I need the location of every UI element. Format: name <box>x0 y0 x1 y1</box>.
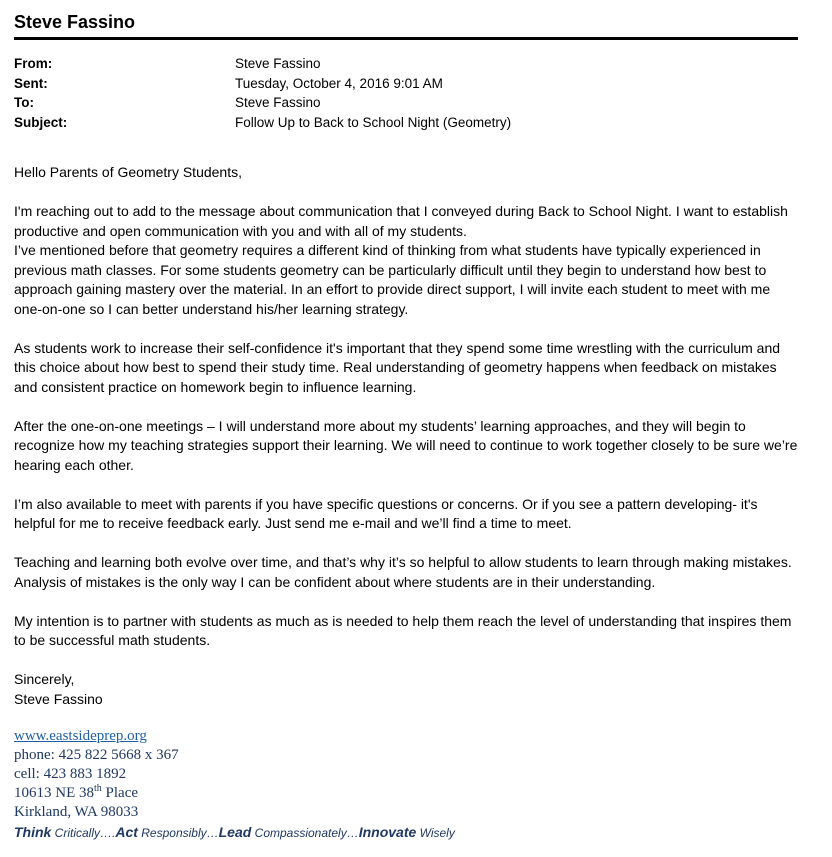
body-paragraph-1 <box>14 202 800 319</box>
city-state-zip: Kirkland, WA 98033 <box>14 804 139 820</box>
body-paragraph-6: My intention is to partner with students as much as is needed to help them reach the level of understanding that inspires them to be successful math students. <box>14 612 792 648</box>
header-label: From: <box>14 56 53 71</box>
motto-word: Innovate <box>358 824 417 840</box>
header-subject <box>14 113 800 133</box>
address-suffix: Place <box>101 785 139 801</box>
header-label: To: <box>14 95 34 110</box>
header-label: Sent: <box>14 75 48 91</box>
email-body <box>14 163 800 709</box>
motto-rest: Critically…. <box>51 826 116 840</box>
body-paragraph-2: As students work to increase their self-confidence it's important that they spend some time wrestling with the curriculum and this choice about how best to spend their study time. Real understanding of geometry happens when feedback on mistakes and consistent practice on homework begin to influence learning. <box>14 339 781 395</box>
paragraph-line: I'm reaching out to add to the message about communication that I conveyed during Back to School Night. I want to establish productive and open communication with you and with all of my students. <box>14 203 788 239</box>
signature <box>14 670 800 709</box>
greeting: Hello Parents of Geometry Students, <box>14 164 242 180</box>
motto-rest: Responsibly… <box>137 826 219 840</box>
signature-name: Steve Fassino <box>14 690 103 707</box>
header-value: Tuesday, October 4, 2016 9:01 AM <box>235 75 443 91</box>
header-to <box>14 93 800 113</box>
header-sent <box>14 74 800 94</box>
title-divider <box>14 37 798 40</box>
header-from <box>14 54 800 74</box>
header-value: Follow Up to Back to School Night (Geometry) <box>235 114 512 130</box>
street-address <box>14 784 800 803</box>
address-ordinal: th <box>94 783 102 794</box>
website-link[interactable]: www.eastsideprep.org <box>14 728 147 744</box>
motto-word: Think <box>14 824 52 840</box>
motto-rest: Wisely <box>416 826 455 840</box>
motto-word: Act <box>115 824 138 840</box>
contact-block <box>14 727 800 842</box>
motto-word: Lead <box>218 824 252 840</box>
header-value: Steve Fassino <box>235 56 321 71</box>
header-value: Steve Fassino <box>235 95 321 110</box>
email-title: Steve Fassino <box>14 12 136 32</box>
body-paragraph-3: After the one-on-one meetings – I will understand more about my students’ learning approaches, and they will begin to recognize how my teaching strategies support their learning. We will need to continue to work together closely to be sure we’re hearing each other. <box>14 417 798 473</box>
header-label: Subject: <box>14 114 68 130</box>
phone-number: phone: 425 822 5668 x 367 <box>14 747 179 763</box>
address-street: 10613 NE 38 <box>14 785 94 801</box>
school-motto <box>14 823 800 842</box>
cell-number: cell: 423 883 1892 <box>14 766 127 782</box>
motto-rest: Compassionately… <box>251 826 359 840</box>
body-paragraph-5: Teaching and learning both evolve over time, and that’s why it’s so helpful to allow students to learn through making mistakes. Analysis of mistakes is the only way I can be confident about where students are in their understanding. <box>14 554 792 590</box>
email-headers <box>14 54 800 132</box>
body-paragraph-4: I’m also available to meet with parents if you have specific questions or concerns. Or if you see a pattern developing- it's helpful for me to receive feedback early. Just send me e-mail and we’ll find a time to meet. <box>14 495 758 531</box>
email-view <box>14 0 800 842</box>
paragraph-line: I’ve mentioned before that geometry requires a different kind of thinking from what students have typically experienced in previous math classes. For some students geometry can be particularly difficult until they begin to understand how best to approach gaining mastery over the material. In an effort to provide direct support, I will invite each student to meet with me one-on-one so I can better understand his/her learning strategy. <box>14 242 771 317</box>
signoff: Sincerely, <box>14 671 75 687</box>
